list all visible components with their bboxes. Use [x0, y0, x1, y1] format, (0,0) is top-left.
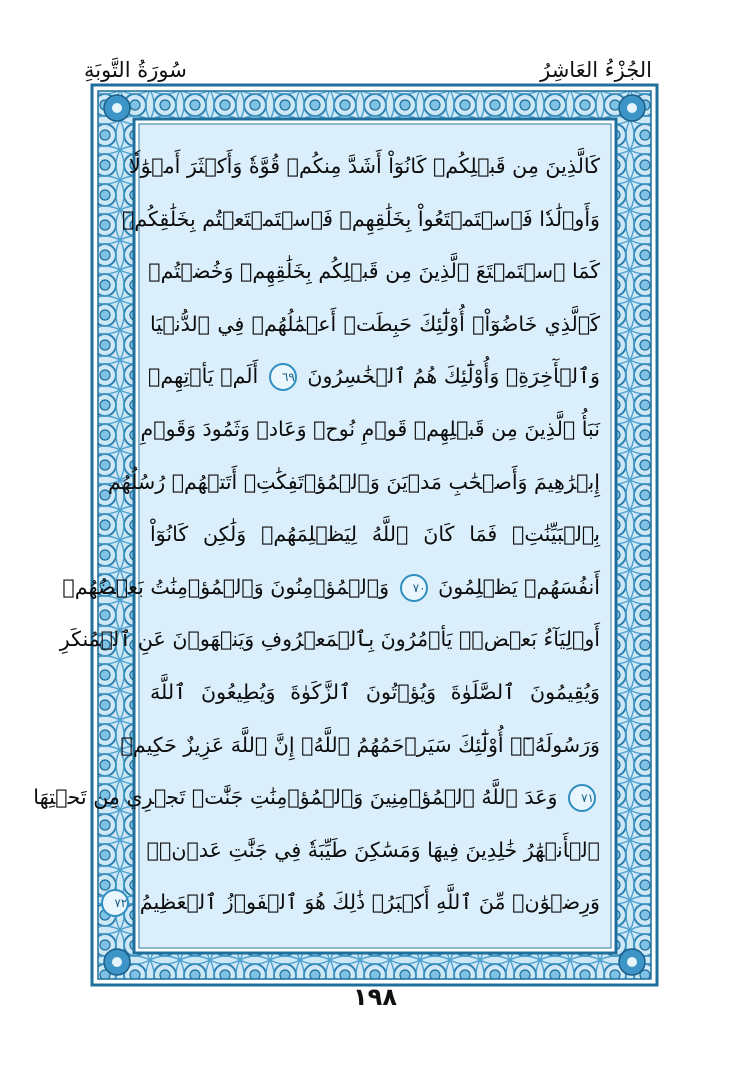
text-line-8: بِٱلۡبَيِّنَٰتِۖ فَمَا كَانَ ٱللَّهُ لِيَظۡلِمَهُمۡ وَلَٰكِن كَانُوٓاْ — [150, 522, 600, 547]
quran-text — [33, 140, 600, 929]
text-line-11: وَيُقِيمُونَ ٱلصَّلَوٰةَ وَيُؤۡتُونَ ٱلزَّكَوٰةَ وَيُطِيعُونَ ٱللَّهَ — [150, 679, 600, 704]
ayah-marker-72: ٧٢ — [101, 889, 129, 917]
text-line-9-b: وَٱلۡمُؤۡمِنُونَ وَٱلۡمُؤۡمِنَٰتُ بَعۡضُهُمۡ — [62, 574, 390, 599]
ayah-marker-69: ٦٩ — [269, 363, 297, 391]
text-line-15-a: وَرِضۡوَٰنٞ مِّنَ ٱللَّهِ أَكۡبَرُۚ ذَٰلِكَ هُوَ ٱلۡفَوۡزُ ٱلۡعَظِيمُ — [139, 890, 600, 915]
text-line-5-a: وَٱلۡأٓخِرَةِۖ وَأُوْلَٰٓئِكَ هُمُ ٱلۡخَٰسِرُونَ — [307, 364, 600, 389]
page-number: ١٩٨ — [353, 983, 397, 1011]
text-line-7: إِبۡرَٰهِيمَ وَأَصۡحَٰبِ مَدۡيَنَ وَٱلۡمُؤۡتَفِكَٰتِۚ أَتَتۡهُمۡ رُسُلُهُم — [107, 469, 600, 494]
ayah-marker-71: ٧١ — [568, 784, 596, 812]
text-line-9 — [62, 561, 600, 614]
text-line-10: أَوۡلِيَآءُ بَعۡضٖۚ يَأۡمُرُونَ بِٱلۡمَعۡرُوفِ وَيَنۡهَوۡنَ عَنِ ٱلۡمُنكَرِ — [59, 627, 600, 652]
text-line-9-a: أَنفُسَهُمۡ يَظۡلِمُونَ — [438, 574, 600, 599]
text-line-3: كَمَا ٱسۡتَمۡتَعَ ٱلَّذِينَ مِن قَبۡلِكُم بِخَلَٰقِهِمۡ وَخُضۡتُمۡ — [148, 259, 600, 284]
text-line-15 — [114, 876, 600, 929]
text-line-2: وَأَوۡلَٰدٗا فَٱسۡتَمۡتَعُواْ بِخَلَٰقِهِمۡ فَٱسۡتَمۡتَعۡتُم بِخَلَٰقِكُمۡ — [121, 206, 600, 231]
text-line-4: كَٱلَّذِي خَاضُوٓاْۚ أُوْلَٰٓئِكَ حَبِطَتۡ أَعۡمَٰلُهُمۡ فِي ٱلدُّنۡيَا — [150, 311, 600, 336]
text-line-6: نَبَأُ ٱلَّذِينَ مِن قَبۡلِهِمۡ قَوۡمِ نُوحٖ وَعَادٖ وَثَمُودَ وَقَوۡمِ — [140, 416, 600, 441]
text-line-5 — [150, 350, 600, 403]
text-line-5-b: أَلَمۡ يَأۡتِهِمۡ — [148, 364, 259, 389]
text-line-14: ٱلۡأَنۡهَٰرُ خَٰلِدِينَ فِيهَا وَمَسَٰكِنَ طَيِّبَةٗ فِي جَنَّٰتِ عَدۡنٖۚ — [146, 837, 600, 862]
text-line-13 — [33, 771, 600, 824]
text-line-13-a: وَعَدَ ٱللَّهُ ٱلۡمُؤۡمِنِينَ وَٱلۡمُؤۡمِنَٰتِ جَنَّٰتٖ تَجۡرِي مِن تَحۡتِهَا — [33, 785, 558, 810]
text-line-12: وَرَسُولَهُۥٓۚ أُوْلَٰٓئِكَ سَيَرۡحَمُهُمُ ٱللَّهُۗ إِنَّ ٱللَّهَ عَزِيزٌ حَكِيمٞ — [120, 732, 600, 757]
juz-title: الجُزْءُ العَاشِرُ — [540, 58, 652, 82]
ayah-marker-70: ٧٠ — [400, 574, 428, 602]
surah-title: سُورَةُ التَّوبَةِ — [84, 58, 187, 82]
text-line-1: كَالَّذِينَ مِن قَبۡلِكُمۡ كَانُوٓاْ أَشَدَّ مِنكُمۡ قُوَّةٗ وَأَكۡثَرَ أَمۡوَٰلٗا — [128, 154, 600, 178]
